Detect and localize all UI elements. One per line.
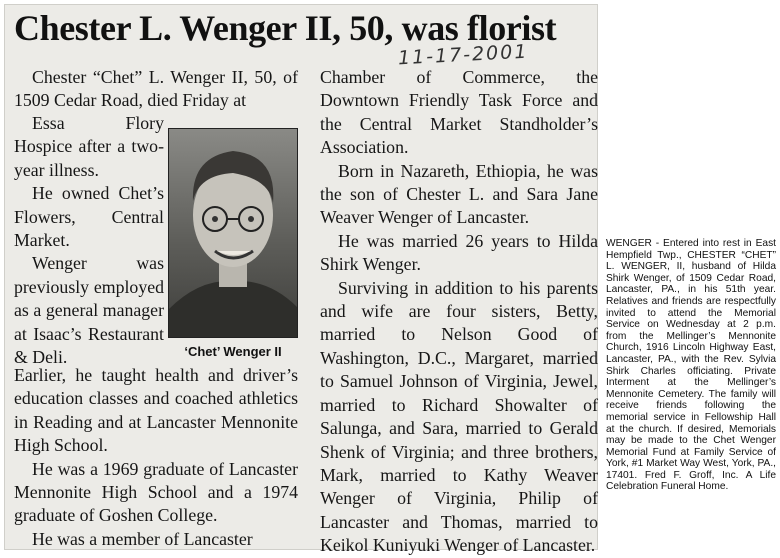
article-column-1-bottom (14, 364, 298, 551)
paragraph: Chester “Chet” L. Wenger II, 50, of 1509 Cedar Road, died Friday at (14, 67, 298, 111)
headline: Chester L. Wenger II, 50, was florist (14, 8, 557, 48)
death-notice: WENGER - Entered into rest in East Hempfield Twp., CHESTER “CHET” L. WENGER, II, husband of Hilda Shirk Wenger, of 1509 Cedar Road, Lancaster, PA., in his 51th year. Relatives and friends are respectfully invited to attend the Memorial Service on Wednesday at 2 p.m. from the Mellinger’s Mennonite Church, 1916 Lincoln Highway East, Lancaster, PA., with the Rev. Sylvia Shirk Charles officiating. Private Interment at the Mellinger’s Mennonite Cemetery. The family will receive friends following the memorial service in Fellowship Hall at the church. If desired, Memorials may be made to the Chet Wenger Memorial Fund at Family Service of York, #1 Market Way West, York, PA., 17401. Fred F. Groff, Inc. A Life Celebration Funeral Home. (606, 238, 776, 493)
article-column-1-top (14, 66, 298, 113)
paragraph: He owned Chet’s Flowers, Central Market. (14, 183, 164, 251)
paragraph: He was a 1969 graduate of Lancaster Mennonite High School and a 1974 graduate of Goshen College. (14, 458, 298, 526)
portrait-image (169, 129, 297, 337)
photo-caption: ‘Chet’ Wenger II (184, 344, 282, 359)
paragraph: Surviving in addition to his parents and wife are four sisters, Betty, married to Nelson Good of Washington, D.C., Margaret, married to Samuel Johnson of Virginia, Jewel, married to Richard Showalter of Salunga, and Sara, married to Gerald Shenk of Virginia; and three brothers, Mark, married to Kathy Weaver Wenger of Virginia, Philip of Lancaster and Thomas, married to Keikol Kuniyuki Wenger of Lancaster. (320, 277, 598, 556)
handwritten-date: 11-17-2001 (397, 40, 529, 70)
paragraph: Wenger was previously employed as a general manager at Isaac’s Restaurant & Deli. (14, 253, 164, 368)
article-column-2 (320, 66, 598, 558)
paragraph: Chamber of Commerce, the Downtown Friendly Task Force and the Central Market Standholder’s Association. (320, 67, 598, 158)
paragraph: He was married 26 years to Hilda Shirk Wenger. (320, 230, 598, 275)
paragraph: Essa Flory Hospice after a two-year illness. (14, 113, 164, 180)
article-column-1-narrow (14, 112, 164, 369)
paragraph: Born in Nazareth, Ethiopia, he was the son of Chester L. and Sara Jane Weaver Wenger of Lancaster. (320, 160, 598, 228)
paragraph: Earlier, he taught health and driver’s education classes and coached athletics in Reading and at Lancaster Mennonite High School. (14, 365, 298, 456)
paragraph: He was a member of Lancaster (32, 528, 253, 549)
portrait-photo (168, 128, 298, 338)
